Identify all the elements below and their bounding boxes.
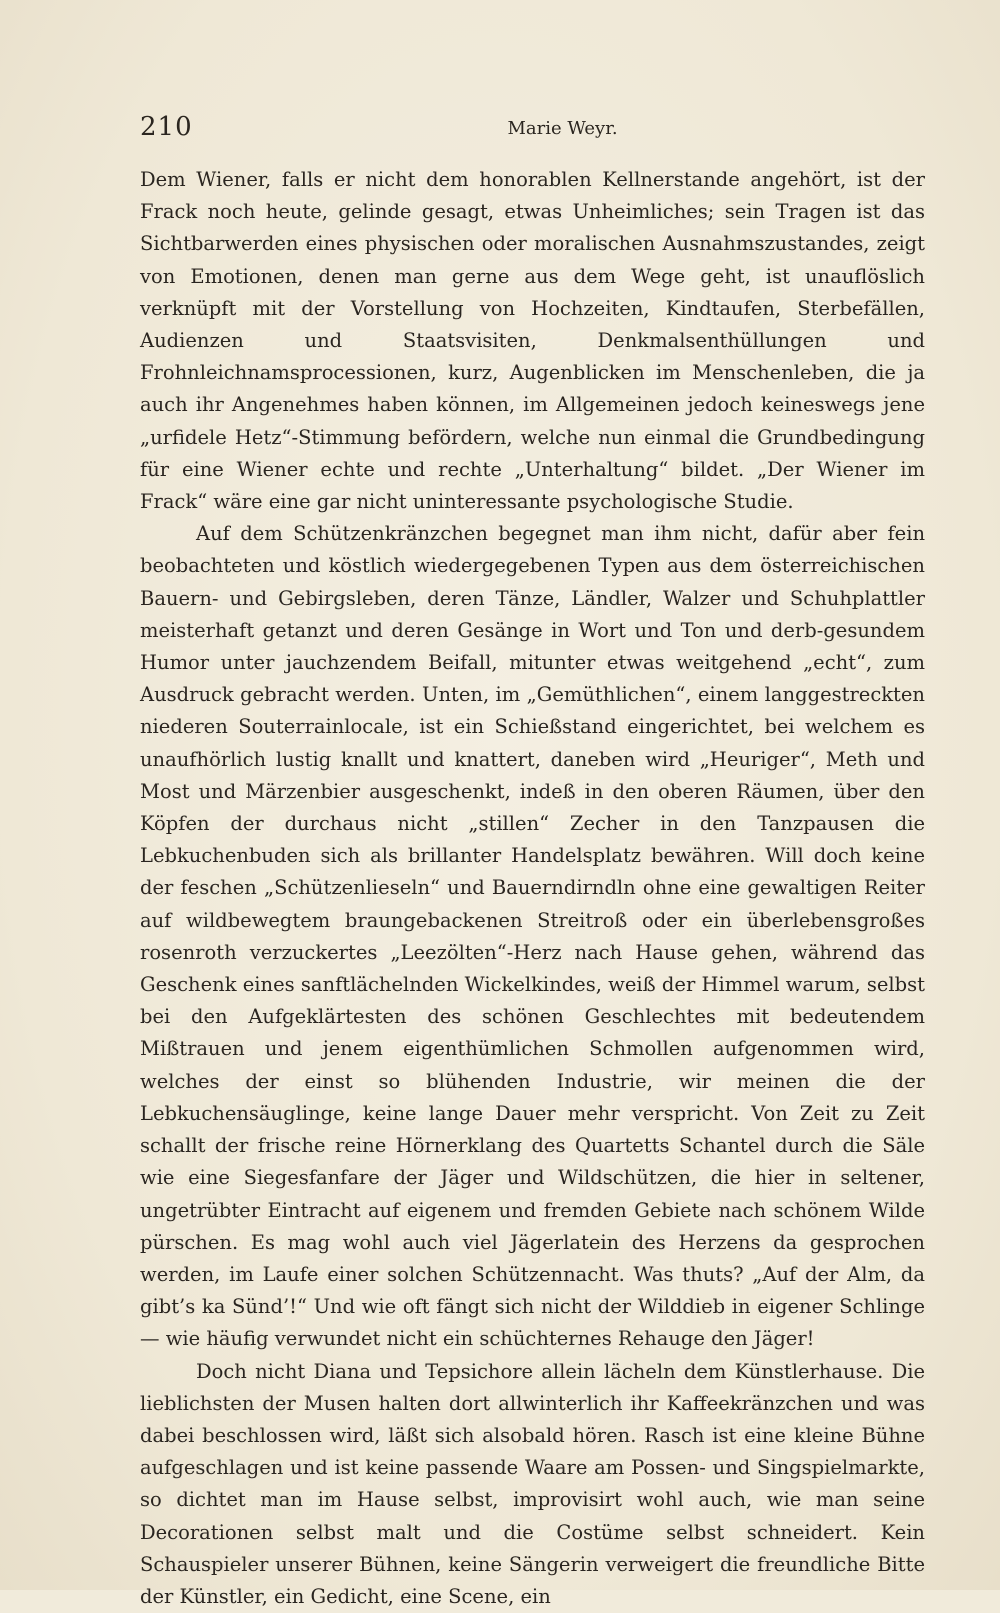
running-title: Marie Weyr. [507, 118, 618, 139]
body-text [140, 164, 925, 1613]
page-header [140, 112, 925, 152]
paragraph-1: Dem Wiener, falls er nicht dem honorablen Kellnerstande angehört, ist der Frack noch heute, gelinde gesagt, etwas Unheimliches; sein Tragen ist das Sichtbarwerden eines physischen oder moralischen Ausnahmszustandes, zeigt von Emotionen, denen man gerne aus dem Wege geht, ist unauflöslich verknüpft mit der Vorstellung von Hochzeiten, Kindtaufen, Sterbefällen, Audienzen und Staatsvisiten, Denkmalsenthüllungen und Frohnleichnamsprocessionen, kurz, Augenblicken im Menschenleben, die ja auch ihr Angenehmes haben können, im Allgemeinen jedoch keineswegs jene „urfidele Hetz“-Stimmung befördern, welche nun einmal die Grundbedingung für eine Wiener echte und rechte „Unterhaltung“ bildet. „Der Wiener im Frack“ wäre eine gar nicht uninteressante psychologische Studie. [140, 168, 925, 514]
paragraph-3: Doch nicht Diana und Tepsichore allein lächeln dem Künstlerhause. Die lieblichsten der Musen halten dort allwinterlich ihr Kaffeekränzchen und was dabei beschlossen wird, läßt sich alsobald hören. Rasch ist eine kleine Bühne aufgeschlagen und ist keine passende Waare am Possen- und Singspielmarkte, so dichtet man im Hause selbst, improvisirt wohl auch, wie man seine Decorationen selbst malt und die Costüme selbst schneidert. Kein Schauspieler unserer Bühnen, keine Sängerin verweigert die freundliche Bitte der Künstler, ein Gedicht, eine Scene, ein [140, 1359, 925, 1608]
page-number: 210 [140, 112, 193, 142]
paragraph-2: Auf dem Schützenkränzchen begegnet man ihm nicht, dafür aber fein beobachteten und köstlich wiedergegebenen Typen aus dem österreichischen Bauern- und Gebirgsleben, deren Tänze, Ländler, Walzer und Schuhplattler meisterhaft getanzt und deren Gesänge in Wort und Ton und derb-gesundem Humor unter jauchzendem Beifall, mitunter etwas weitgehend „echt“, zum Ausdruck gebracht werden. Unten, im „Gemüthlichen“, einem langgestreckten niederen Souterrainlocale, ist ein Schießstand eingerichtet, bei welchem es unaufhörlich lustig knallt und knattert, daneben wird „Heuriger“, Meth und Most und Märzenbier ausgeschenkt, indeß in den oberen Räumen, über den Köpfen der durchaus nicht „stillen“ Zecher in den Tanzpausen die Lebkuchenbuden sich als brillanter Handelsplatz bewähren. Will doch keine der feschen „Schützenlieseln“ und Bauerndirndln ohne eine gewaltigen Reiter auf wildbewegtem braungebackenen Streitroß oder ein überlebensgroßes rosenroth verzuckertes „Leezölten“-Herz nach Hause gehen, während das Geschenk eines sanftlächelnden Wickelkindes, weiß der Himmel warum, selbst bei den Aufgeklärtesten des schönen Geschlechtes mit bedeutendem Mißtrauen und jenem eigenthümlichen Schmollen aufgenommen wird, welches der einst so blühenden Industrie, wir meinen die der Lebkuchensäuglinge, keine lange Dauer mehr verspricht. Von Zeit zu Zeit schallt der frische reine Hörnerklang des Quartetts Schantel durch die Säle wie eine Siegesfanfare der Jäger und Wildschützen, die hier in seltener, ungetrübter Eintracht auf eigenem und fremden Gebiete nach schönem Wilde pürschen. Es mag wohl auch viel Jägerlatein des Herzens da gesprochen werden, im Laufe einer solchen Schützennacht. Was thuts? „Auf der Alm, da gibt’s ka Sünd’!“ Und wie oft fängt sich nicht der Wilddieb in eigener Schlinge — wie häufig verwundet nicht ein schüchternes Rehauge den Jäger! [140, 522, 925, 1351]
